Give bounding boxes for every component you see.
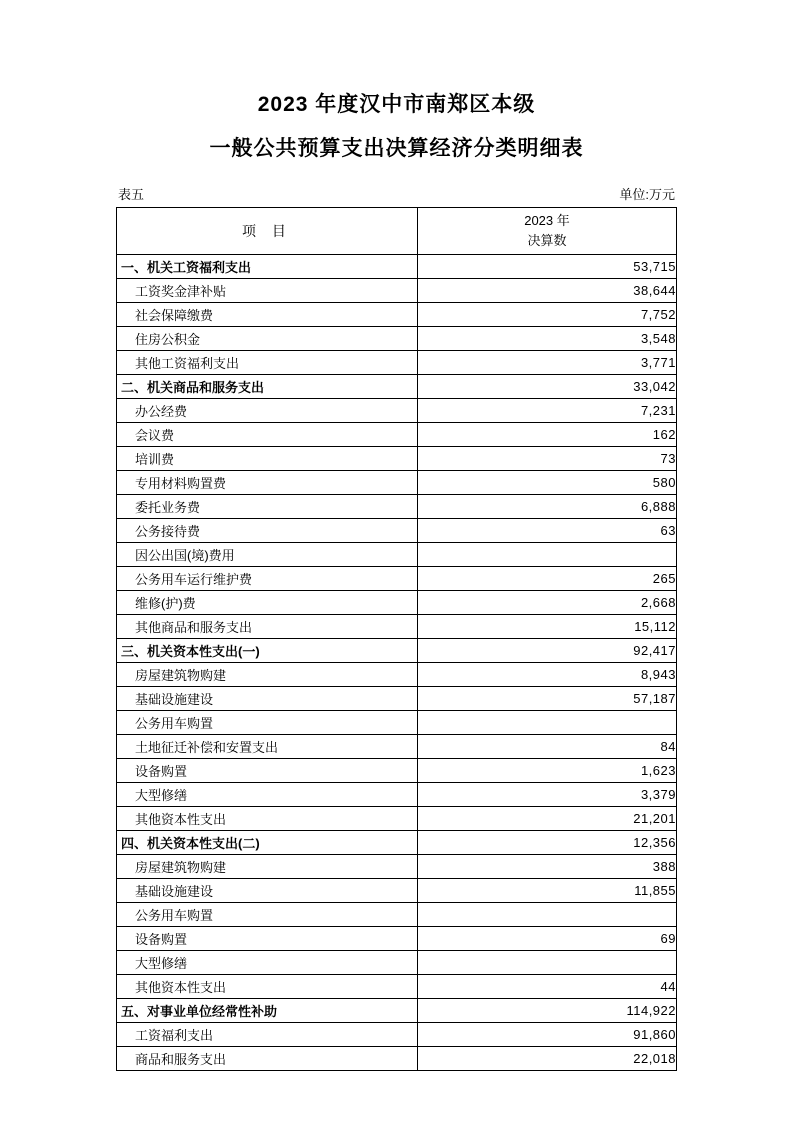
row-label: 社会保障缴费 <box>117 303 418 327</box>
row-value: 33,042 <box>418 375 677 399</box>
row-label: 因公出国(境)费用 <box>117 543 418 567</box>
row-label: 大型修缮 <box>117 783 418 807</box>
row-label: 公务用车购置 <box>117 903 418 927</box>
table-row <box>117 303 677 327</box>
row-label: 工资奖金津补贴 <box>117 279 418 303</box>
table-row <box>117 783 677 807</box>
row-value: 3,379 <box>418 783 677 807</box>
row-label: 其他工资福利支出 <box>117 351 418 375</box>
table-meta-row <box>118 184 675 203</box>
row-value: 6,888 <box>418 495 677 519</box>
table-row <box>117 663 677 687</box>
column-header-value-line-2: 决算数 <box>527 233 567 248</box>
row-label: 基础设施建设 <box>117 687 418 711</box>
table-row <box>117 567 677 591</box>
row-label: 基础设施建设 <box>117 879 418 903</box>
table-row <box>117 807 677 831</box>
row-label: 公务用车运行维护费 <box>117 567 418 591</box>
row-label: 培训费 <box>117 447 418 471</box>
row-value: 84 <box>418 735 677 759</box>
table-row <box>117 687 677 711</box>
table-row <box>117 999 677 1023</box>
column-header-item: 项 目 <box>117 208 418 255</box>
row-label: 四、机关资本性支出(二) <box>117 831 418 855</box>
row-value: 3,771 <box>418 351 677 375</box>
row-label: 土地征迁补偿和安置支出 <box>117 735 418 759</box>
row-label: 设备购置 <box>117 759 418 783</box>
budget-table <box>116 207 677 1071</box>
row-value <box>418 903 677 927</box>
document-title-block <box>0 0 793 166</box>
row-label: 会议费 <box>117 423 418 447</box>
table-head <box>117 208 677 255</box>
row-value: 162 <box>418 423 677 447</box>
table-label: 表五 <box>118 187 145 202</box>
column-header-value-line-1: 2023 年 <box>524 213 570 228</box>
row-value: 12,356 <box>418 831 677 855</box>
row-value: 580 <box>418 471 677 495</box>
row-value: 388 <box>418 855 677 879</box>
table-row <box>117 591 677 615</box>
table-row <box>117 279 677 303</box>
row-label: 其他资本性支出 <box>117 975 418 999</box>
row-value: 21,201 <box>418 807 677 831</box>
row-value: 265 <box>418 567 677 591</box>
row-label: 委托业务费 <box>117 495 418 519</box>
table-row <box>117 255 677 279</box>
row-label: 三、机关资本性支出(一) <box>117 639 418 663</box>
table-row <box>117 471 677 495</box>
row-label: 住房公积金 <box>117 327 418 351</box>
row-value: 1,623 <box>418 759 677 783</box>
table-row <box>117 543 677 567</box>
row-value: 11,855 <box>418 879 677 903</box>
row-value: 3,548 <box>418 327 677 351</box>
row-value: 44 <box>418 975 677 999</box>
row-value: 38,644 <box>418 279 677 303</box>
row-value: 8,943 <box>418 663 677 687</box>
table-row <box>117 375 677 399</box>
row-value: 57,187 <box>418 687 677 711</box>
table-row <box>117 855 677 879</box>
table-row <box>117 399 677 423</box>
row-label: 维修(护)费 <box>117 591 418 615</box>
row-label: 一、机关工资福利支出 <box>117 255 418 279</box>
row-value: 53,715 <box>418 255 677 279</box>
row-label: 五、对事业单位经常性补助 <box>117 999 418 1023</box>
row-label: 公务接待费 <box>117 519 418 543</box>
table-row <box>117 735 677 759</box>
table-row <box>117 519 677 543</box>
row-label: 房屋建筑物购建 <box>117 855 418 879</box>
row-value <box>418 951 677 975</box>
row-label: 公务用车购置 <box>117 711 418 735</box>
page-title-line-2: 一般公共预算支出决算经济分类明细表 <box>209 137 584 160</box>
table-row <box>117 327 677 351</box>
row-value: 114,922 <box>418 999 677 1023</box>
table-row <box>117 831 677 855</box>
row-value: 7,231 <box>418 399 677 423</box>
table-row <box>117 1023 677 1047</box>
row-label: 工资福利支出 <box>117 1023 418 1047</box>
table-row <box>117 711 677 735</box>
row-label: 办公经费 <box>117 399 418 423</box>
row-label: 房屋建筑物购建 <box>117 663 418 687</box>
table-body <box>117 255 677 1071</box>
table-row <box>117 639 677 663</box>
row-label: 设备购置 <box>117 927 418 951</box>
unit-label: 单位:万元 <box>619 187 675 202</box>
row-value: 69 <box>418 927 677 951</box>
table-row <box>117 879 677 903</box>
row-value: 73 <box>418 447 677 471</box>
row-value: 22,018 <box>418 1047 677 1071</box>
row-label: 其他商品和服务支出 <box>117 615 418 639</box>
table-row <box>117 975 677 999</box>
row-label: 大型修缮 <box>117 951 418 975</box>
table-row <box>117 759 677 783</box>
row-label: 商品和服务支出 <box>117 1047 418 1071</box>
table-row <box>117 927 677 951</box>
column-header-value <box>418 208 677 255</box>
table-row <box>117 423 677 447</box>
row-value <box>418 711 677 735</box>
row-label: 二、机关商品和服务支出 <box>117 375 418 399</box>
table-row <box>117 495 677 519</box>
row-label: 专用材料购置费 <box>117 471 418 495</box>
page-title-line-1: 2023 年度汉中市南郑区本级 <box>257 93 536 116</box>
row-value: 63 <box>418 519 677 543</box>
row-value: 92,417 <box>418 639 677 663</box>
table-row <box>117 351 677 375</box>
table-row <box>117 903 677 927</box>
row-value: 2,668 <box>418 591 677 615</box>
row-value: 15,112 <box>418 615 677 639</box>
row-label: 其他资本性支出 <box>117 807 418 831</box>
table-row <box>117 615 677 639</box>
row-value: 7,752 <box>418 303 677 327</box>
row-value: 91,860 <box>418 1023 677 1047</box>
table-row <box>117 951 677 975</box>
table-header-row <box>117 208 677 255</box>
table-row <box>117 1047 677 1071</box>
table-row <box>117 447 677 471</box>
row-value <box>418 543 677 567</box>
